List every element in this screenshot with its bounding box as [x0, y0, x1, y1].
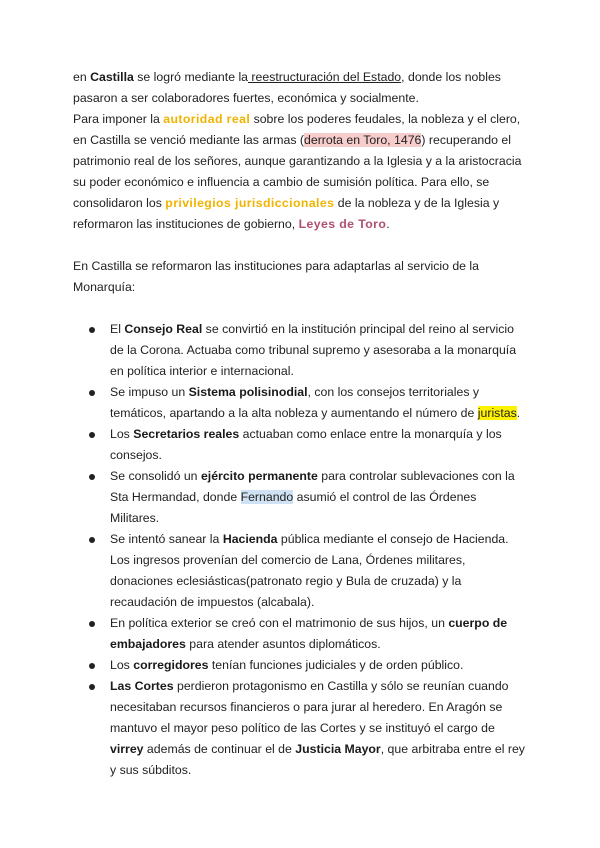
bold-term: virrey [110, 742, 144, 756]
bullet-icon [89, 432, 95, 438]
bold-term: ejército permanente [200, 469, 318, 483]
list-item: Se impuso un Sistema polisinodial, con los consejos territoriales y temáticos, apartando a la alta nobleza y aumentando el número de juristas. [73, 382, 525, 424]
text: . [386, 217, 390, 231]
bold-term: Justicia Mayor [295, 742, 381, 756]
bold-term: Las Cortes [110, 679, 174, 693]
highlight-term-gold: autoridad real [163, 112, 251, 126]
bullet-icon [89, 684, 95, 690]
document-page [73, 67, 525, 781]
list-item: Los Secretarios reales actuaban como enlace entre la monarquía y los consejos. [73, 424, 525, 466]
list-item: El Consejo Real se convirtió en la institución principal del reino al servicio de la Corona. Actuaba como tribunal supremo y asesoraba a la monarquía en política interior e internacional. [73, 319, 525, 382]
text: de la nobleza y de la Iglesia y reformaron las instituciones de gobierno, [73, 196, 500, 231]
bold-term: Secretarios reales [133, 427, 240, 441]
highlight-term-rose: Leyes de Toro [298, 217, 387, 231]
bold-term: Hacienda [222, 532, 278, 546]
bullet-icon [89, 621, 95, 627]
text: en [73, 70, 91, 84]
list-item: Los corregidores tenían funciones judiciales y de orden público. [73, 655, 525, 676]
bullet-icon [89, 474, 95, 480]
paragraph-instituciones-intro: En Castilla se reformaron las instituciones para adaptarlas al servicio de la Monarquía: [73, 259, 479, 294]
highlight-yellow: juristas [477, 406, 517, 420]
text: se logró mediante la [133, 70, 249, 84]
text: , donde los nobles pasaron a ser colaboradores fuertes, económica y socialmente. [73, 70, 501, 105]
paragraph-autoridad-real [73, 109, 525, 235]
text: ) recuperando el patrimonio real de los señores, aunque garantizando a la Iglesia y a la aristocracia su poder económico e influencia a cambio de sumisión política. Para ello, se consolidaron los [73, 133, 522, 210]
text: Para imponer la [73, 112, 164, 126]
bullet-icon [89, 537, 95, 543]
bold-term: cuerpo de embajadores [110, 616, 508, 651]
bold-term: Sistema polisinodial [188, 385, 308, 399]
bullet-icon [89, 327, 95, 333]
paragraph-castilla-nobles [73, 67, 525, 109]
list-item: En política exterior se creó con el matrimonio de sus hijos, un cuerpo de embajadores para atender asuntos diplomáticos. [73, 613, 525, 655]
highlight-blue: Fernando [240, 490, 294, 504]
list-item: Se consolidó un ejército permanente para controlar sublevaciones con la Sta Hermandad, donde Fernando asumió el control de las Órdenes Militares. [73, 466, 525, 529]
paragraph-spacer [73, 235, 525, 256]
highlight-pink: derrota en Toro, 1476 [304, 133, 422, 147]
bold-term: corregidores [133, 658, 209, 672]
bold-term: Castilla [90, 70, 134, 84]
bold-term: Consejo Real [124, 322, 203, 336]
list-item: Las Cortes perdieron protagonismo en Castilla y sólo se reunían cuando necesitaban recursos financieros o para jurar al heredero. En Aragón se mantuvo el mayor peso político de las Cortes y se instituyó el cargo de virrey además de continuar el de Justicia Mayor, que arbitraba entre el rey y sus súbditos. [73, 676, 525, 781]
text: sobre los poderes feudales, la nobleza y el clero, en Castilla se venció mediante las armas ( [73, 112, 521, 147]
list-item: Se intentó sanear la Hacienda pública mediante el consejo de Hacienda. Los ingresos provenían del comercio de Lana, Órdenes militares, donaciones eclesiásticas(patronato regio y Bula de cruzada) y la recaudación de impuestos (alcabala). [73, 529, 525, 613]
highlight-term-gold: privilegios jurisdiccionales [165, 196, 335, 210]
underlined-term: reestructuración del Estado [248, 70, 402, 84]
bullet-icon [89, 663, 95, 669]
bullet-icon [89, 390, 95, 396]
institutions-list [73, 319, 525, 781]
